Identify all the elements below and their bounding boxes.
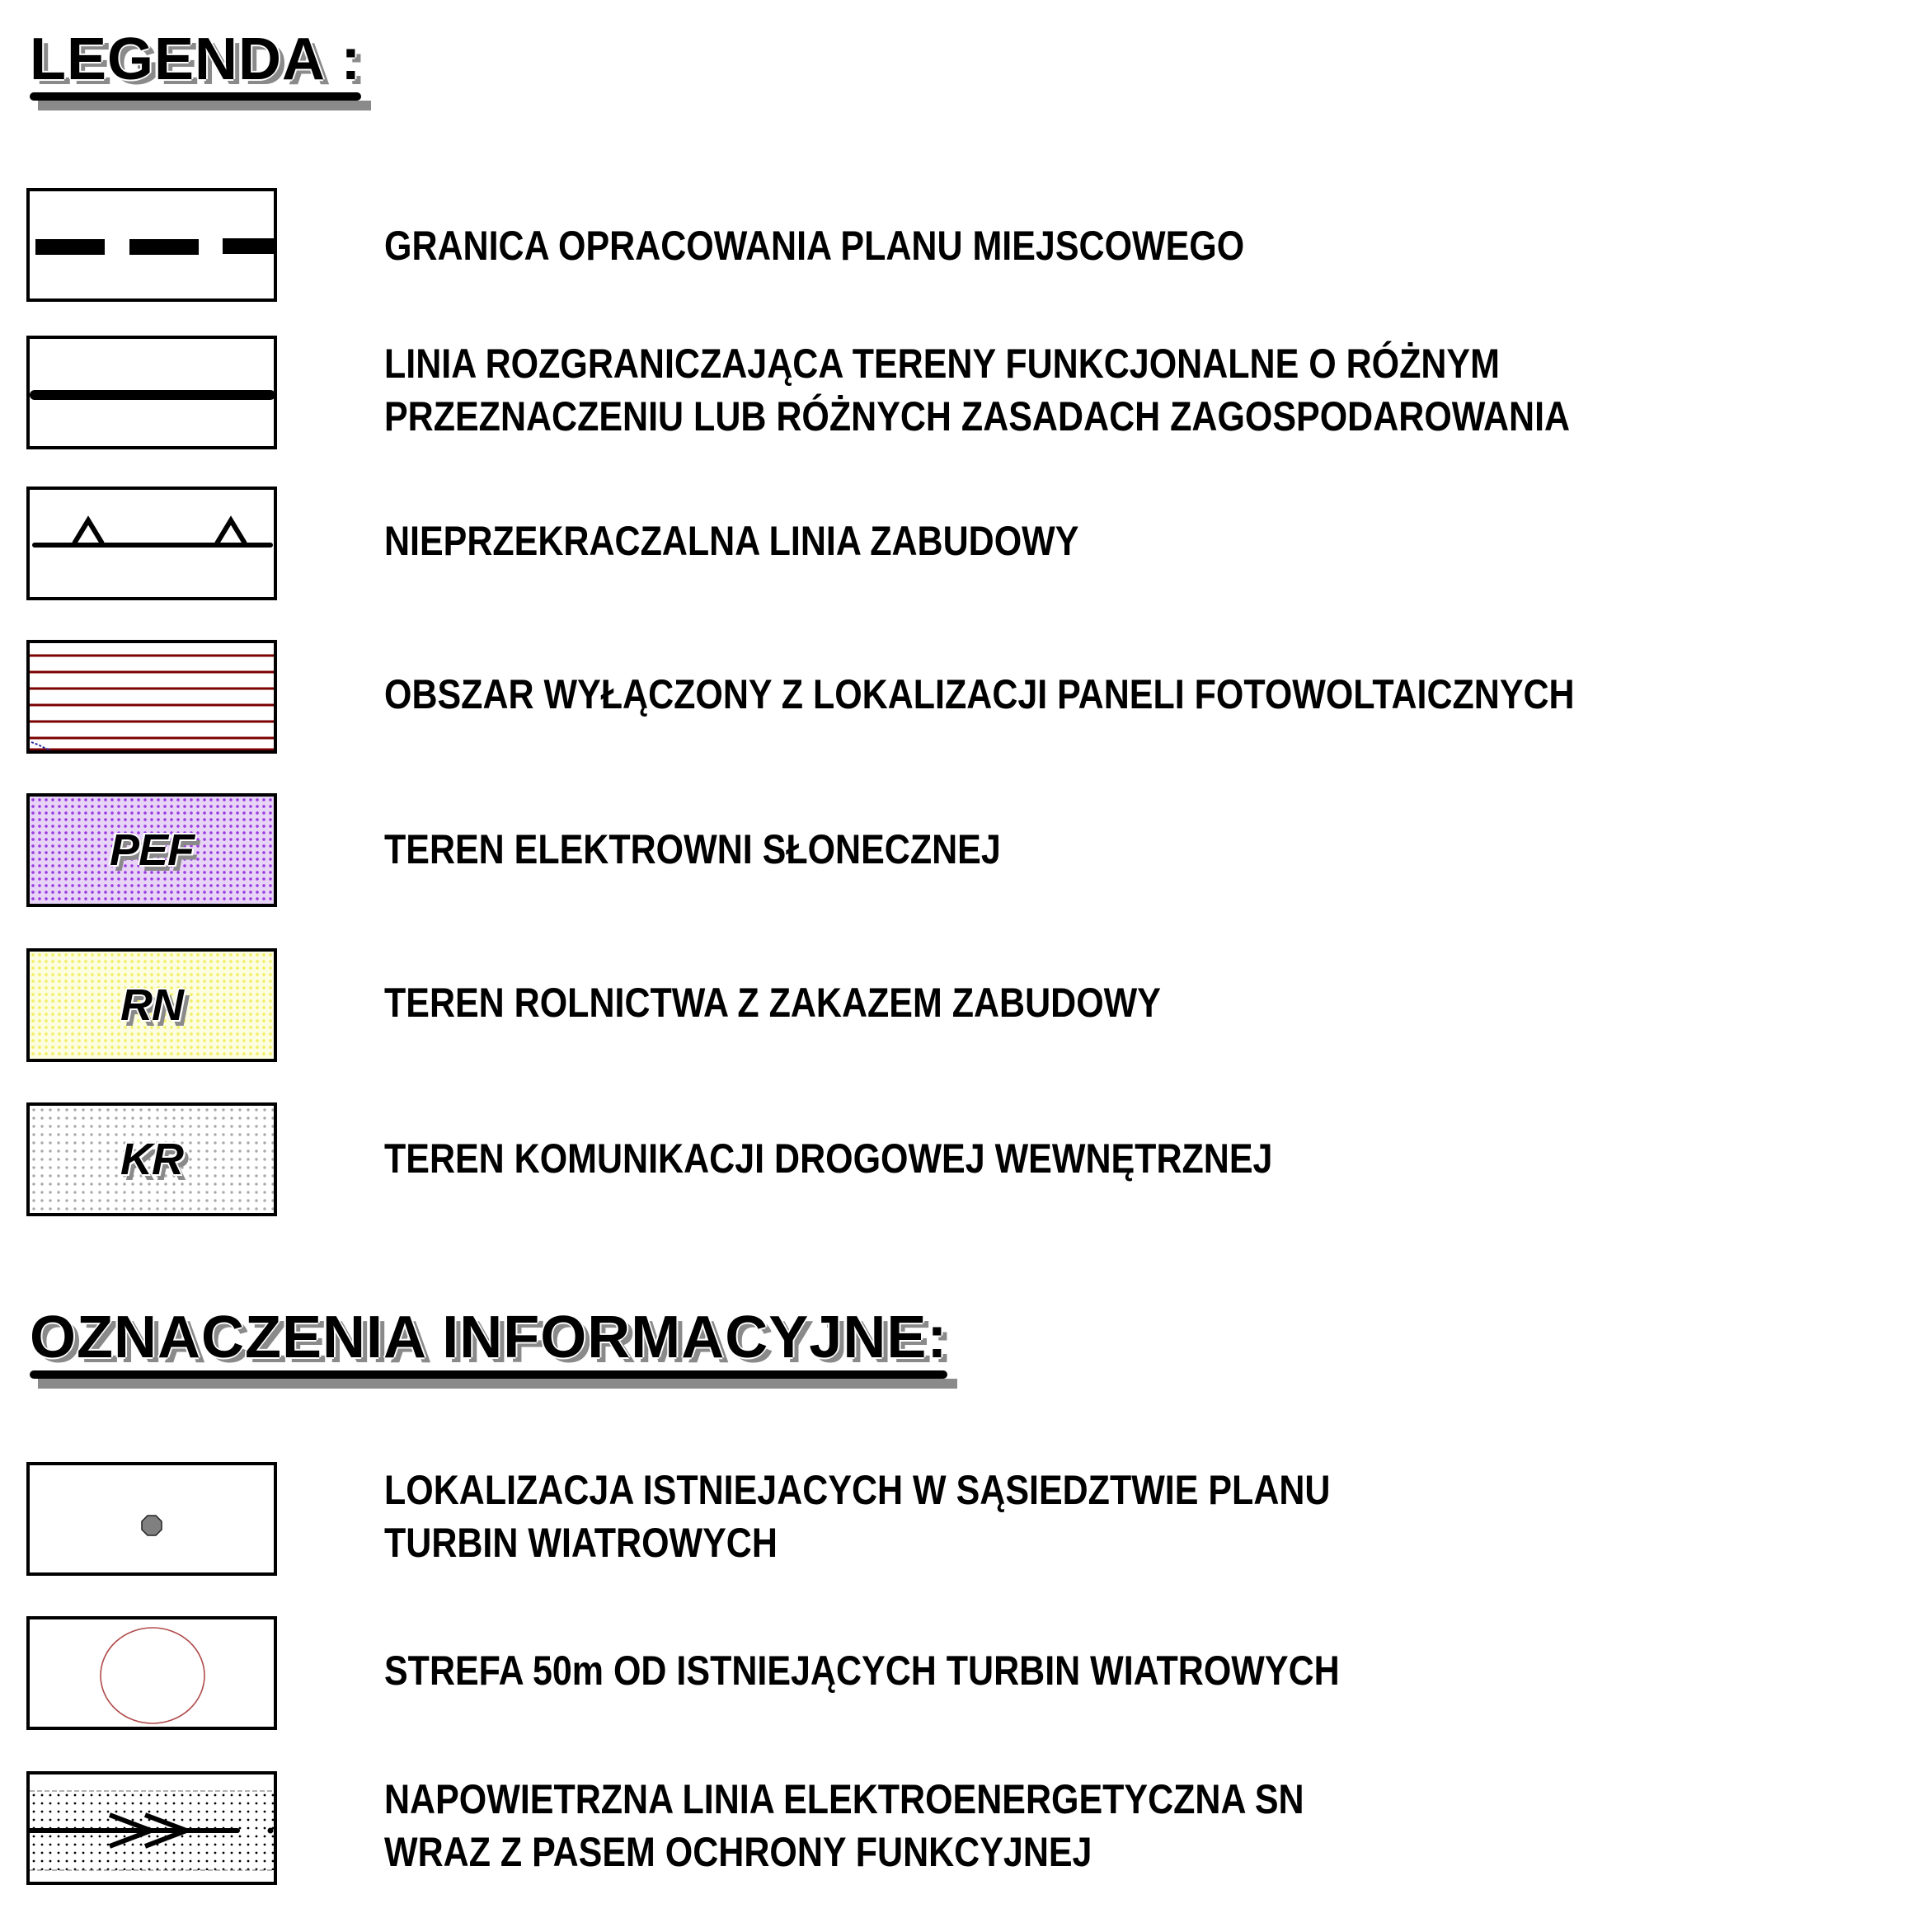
pef-code [30, 825, 274, 876]
legend-item-label [384, 823, 1001, 876]
label-line: GRANICA OPRACOWANIA PLANU MIEJSCOWEGO [384, 223, 1245, 269]
legend-item-label [384, 668, 1575, 721]
building-line-triangles-icon [26, 487, 277, 600]
legend-item-label [384, 515, 1078, 567]
info-item-label [384, 1464, 1330, 1569]
dashed-boundary-line-icon [26, 188, 277, 302]
kr-code-text: KR [120, 1135, 183, 1184]
label-line: TEREN ROLNICTWA Z ZAKAZEM ZABUDOWY [384, 980, 1161, 1026]
label-line: TEREN ELEKTROWNI SŁONECZNEJ [384, 826, 1001, 872]
kr-code [30, 1134, 274, 1185]
red-hatch-area-icon [26, 640, 277, 754]
label-line: WRAZ Z PASEM OCHRONY FUNKCYJNEJ [384, 1829, 1092, 1875]
heading-underline [30, 92, 361, 101]
info-item-label [384, 1644, 1340, 1697]
legend-item-label [384, 337, 1570, 443]
solid-thick-line-icon [26, 336, 277, 449]
wind-turbine-point-icon [26, 1462, 277, 1576]
power-line-icon [26, 1771, 277, 1885]
rn-code-text: RN [120, 980, 183, 1030]
label-line: STREFA 50m OD ISTNIEJĄCYCH TURBIN WIATROWYCH [384, 1648, 1340, 1694]
heading-underline [30, 1370, 947, 1379]
label-line: NIEPRZEKRACZALNA LINIA ZABUDOWY [384, 518, 1079, 564]
label-line: LINIA ROZGRANICZAJĄCA TERENY FUNKCJONALNE O RÓŻNYM [384, 341, 1500, 387]
legend-item-label [384, 976, 1161, 1029]
heading-underline-shadow [38, 101, 371, 110]
label-line: LOKALIZACJA ISTNIEJACYCH W SĄSIEDZTWIE PLANU [384, 1467, 1331, 1513]
kr-area-swatch [26, 1102, 277, 1216]
info-item-label [384, 1773, 1304, 1878]
rn-area-swatch [26, 948, 277, 1062]
label-line: TURBIN WIATROWYCH [384, 1520, 778, 1566]
legend-item-label [384, 219, 1244, 272]
label-line: TEREN KOMUNIKACJI DROGOWEJ WEWNĘTRZNEJ [384, 1135, 1273, 1182]
info-heading [30, 1304, 948, 1370]
legend-heading-text: LEGENDA : [30, 26, 362, 92]
label-line: NAPOWIETRZNA LINIA ELEKTROENERGETYCZNA SN [384, 1776, 1304, 1822]
buffer-zone-circle-icon [26, 1616, 277, 1730]
label-line: OBSZAR WYŁĄCZONY Z LOKALIZACJI PANELI FOTOWOLTAICZNYCH [384, 671, 1575, 717]
label-line: PRZEZNACZENIU LUB RÓŻNYCH ZASADACH ZAGOSPODAROWANIA [384, 393, 1571, 440]
heading-underline-shadow [38, 1379, 957, 1389]
info-heading-text: OZNACZENIA INFORMACYJNE: [30, 1304, 948, 1370]
pef-code-text: PEF [109, 825, 195, 875]
rn-code [30, 980, 274, 1031]
legend-heading [30, 26, 362, 92]
legend-item-label [384, 1132, 1272, 1185]
pef-area-swatch [26, 793, 277, 907]
